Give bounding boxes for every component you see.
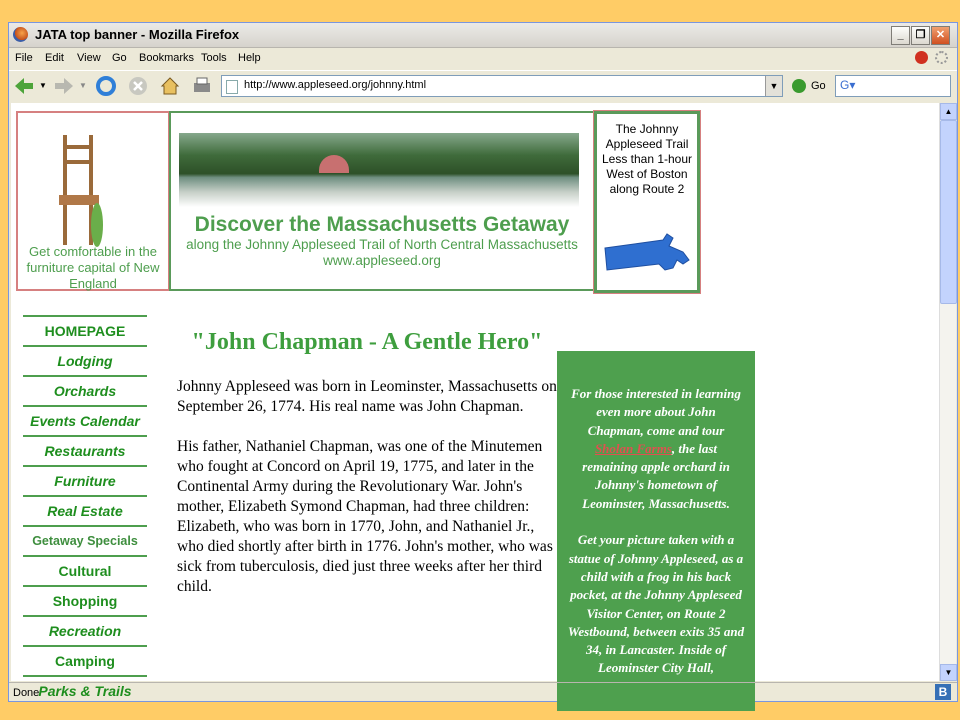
nav-parks-trails[interactable]: Parks & Trails	[23, 675, 147, 705]
restore-button[interactable]: ❐	[911, 26, 930, 45]
menu-bookmarks[interactable]: Bookmarks	[139, 52, 195, 64]
nav-getaway-specials[interactable]: Getaway Specials	[23, 525, 147, 555]
url-text[interactable]: http://www.appleseed.org/johnny.html	[244, 79, 427, 91]
nav-camping[interactable]: Camping	[23, 645, 147, 675]
menu-help[interactable]: Help	[238, 52, 261, 64]
forward-arrow-icon[interactable]	[53, 75, 75, 97]
article-paragraph: Johnny Appleseed was born in Leominster, Massachusetts on September 26, 1774. His real name was John Chapman.	[177, 378, 557, 415]
nav-shopping[interactable]: Shopping	[23, 585, 147, 615]
nav-events-calendar[interactable]: Events Calendar	[23, 405, 147, 435]
close-button[interactable]: ✕	[931, 26, 950, 45]
throbber-icon	[935, 51, 948, 64]
stop-icon[interactable]	[127, 75, 149, 97]
status-bar	[9, 682, 957, 702]
banner-furniture-caption: Get comfortable in the furniture capital of New England	[26, 244, 160, 291]
forward-dropdown-icon[interactable]: ▼	[79, 81, 87, 90]
menu-tools[interactable]: Tools	[201, 52, 227, 64]
minimize-button[interactable]: _	[891, 26, 910, 45]
title-bar[interactable]	[9, 23, 957, 48]
banner-trail[interactable]	[594, 111, 700, 293]
scroll-thumb[interactable]	[940, 120, 957, 304]
sholan-farms-link[interactable]: Sholan Farms	[594, 440, 672, 456]
firefox-logo-icon	[13, 27, 28, 42]
sidebar-text-part: , the last remaining apple orchard in Johnny's hometown of Leominster, Massachusetts.	[582, 440, 730, 511]
lake-photo	[179, 133, 579, 207]
page-icon	[226, 80, 238, 94]
back-dropdown-icon[interactable]: ▼	[39, 81, 47, 90]
home-icon[interactable]	[159, 75, 181, 97]
menu-go[interactable]: Go	[112, 52, 127, 64]
nav-recreation[interactable]: Recreation	[23, 615, 147, 645]
gazebo-shape	[319, 155, 349, 173]
nav-cultural[interactable]: Cultural	[23, 555, 147, 585]
banner-headline: Discover the Massachusetts Getaway	[194, 213, 570, 236]
nav-restaurants[interactable]: Restaurants	[23, 435, 147, 465]
back-arrow-icon[interactable]	[13, 75, 35, 97]
article-title: "John Chapman - A Gentle Hero"	[191, 329, 543, 355]
nav-orchards[interactable]: Orchards	[23, 375, 147, 405]
menu-edit[interactable]: Edit	[45, 52, 64, 64]
stop-loading-icon	[915, 51, 928, 64]
blogger-icon[interactable]: B	[935, 684, 951, 700]
scroll-up-button[interactable]: ▲	[940, 103, 957, 120]
search-engine-icon[interactable]: G▾	[840, 78, 856, 92]
nav-furniture[interactable]: Furniture	[23, 465, 147, 495]
browser-window	[8, 22, 958, 702]
vertical-scrollbar[interactable]	[939, 103, 956, 681]
article-paragraph: His father, Nathaniel Chapman, was one of the Minutemen who fought at Concord on April 19, 1775, and later in the Continental Army during the Revolutionary War. John's mother, Elizabeth Symond Chapman, had three children: Elizabeth, who was born in 1770, John, and Nathaniel Jr., who died shortly after birth in 1776. John's mother, who was sick from tuberculosis, died just three weeks after her third child.	[177, 438, 553, 595]
massachusetts-map-icon	[603, 230, 691, 286]
sidebar-text-part: For those interested in learning even more about John Chapman, come and tour	[571, 386, 741, 438]
banner-site-url: www.appleseed.org	[323, 253, 441, 268]
menu-file[interactable]: File	[15, 52, 33, 64]
sidebar-paragraph: Get your picture taken with a statue of Johnny Appleseed, as a child with a frog in his back pocket, at the Johnny Appleseed Visitor Center, on Route 2 Westbound, between exits 35 and 34, in Lancaster. Inside of Leominster City Hall,	[567, 532, 745, 676]
side-navigation	[23, 315, 147, 705]
address-bar[interactable]	[221, 75, 783, 97]
nav-real-estate[interactable]: Real Estate	[23, 495, 147, 525]
sidebar-text	[557, 351, 755, 678]
go-icon[interactable]	[792, 79, 806, 93]
print-icon[interactable]	[191, 75, 213, 97]
url-dropdown-icon[interactable]: ▼	[765, 76, 782, 96]
navigation-toolbar	[9, 70, 957, 101]
go-button[interactable]: Go	[811, 80, 826, 92]
scroll-down-button[interactable]: ▼	[940, 664, 957, 681]
banner-trail-text: The Johnny Appleseed Trail Less than 1-hour West of Boston along Route 2	[601, 122, 693, 196]
chair-image	[53, 135, 103, 245]
banner-subline	[171, 237, 593, 269]
menu-view[interactable]: View	[77, 52, 101, 64]
menu-bar	[9, 48, 957, 68]
banner-furniture[interactable]	[16, 111, 170, 291]
banner-subline-text: along the Johnny Appleseed Trail of North Central Massachusetts	[186, 237, 578, 252]
window-title: JATA top banner - Mozilla Firefox	[35, 27, 240, 42]
search-input[interactable]	[835, 75, 951, 97]
nav-homepage[interactable]: HOMEPAGE	[23, 315, 147, 345]
reload-icon[interactable]	[95, 75, 117, 97]
sidebar-box	[557, 351, 755, 711]
banner-getaway[interactable]	[169, 111, 595, 291]
nav-lodging[interactable]: Lodging	[23, 345, 147, 375]
status-text: Done	[13, 687, 40, 699]
article	[177, 327, 557, 617]
